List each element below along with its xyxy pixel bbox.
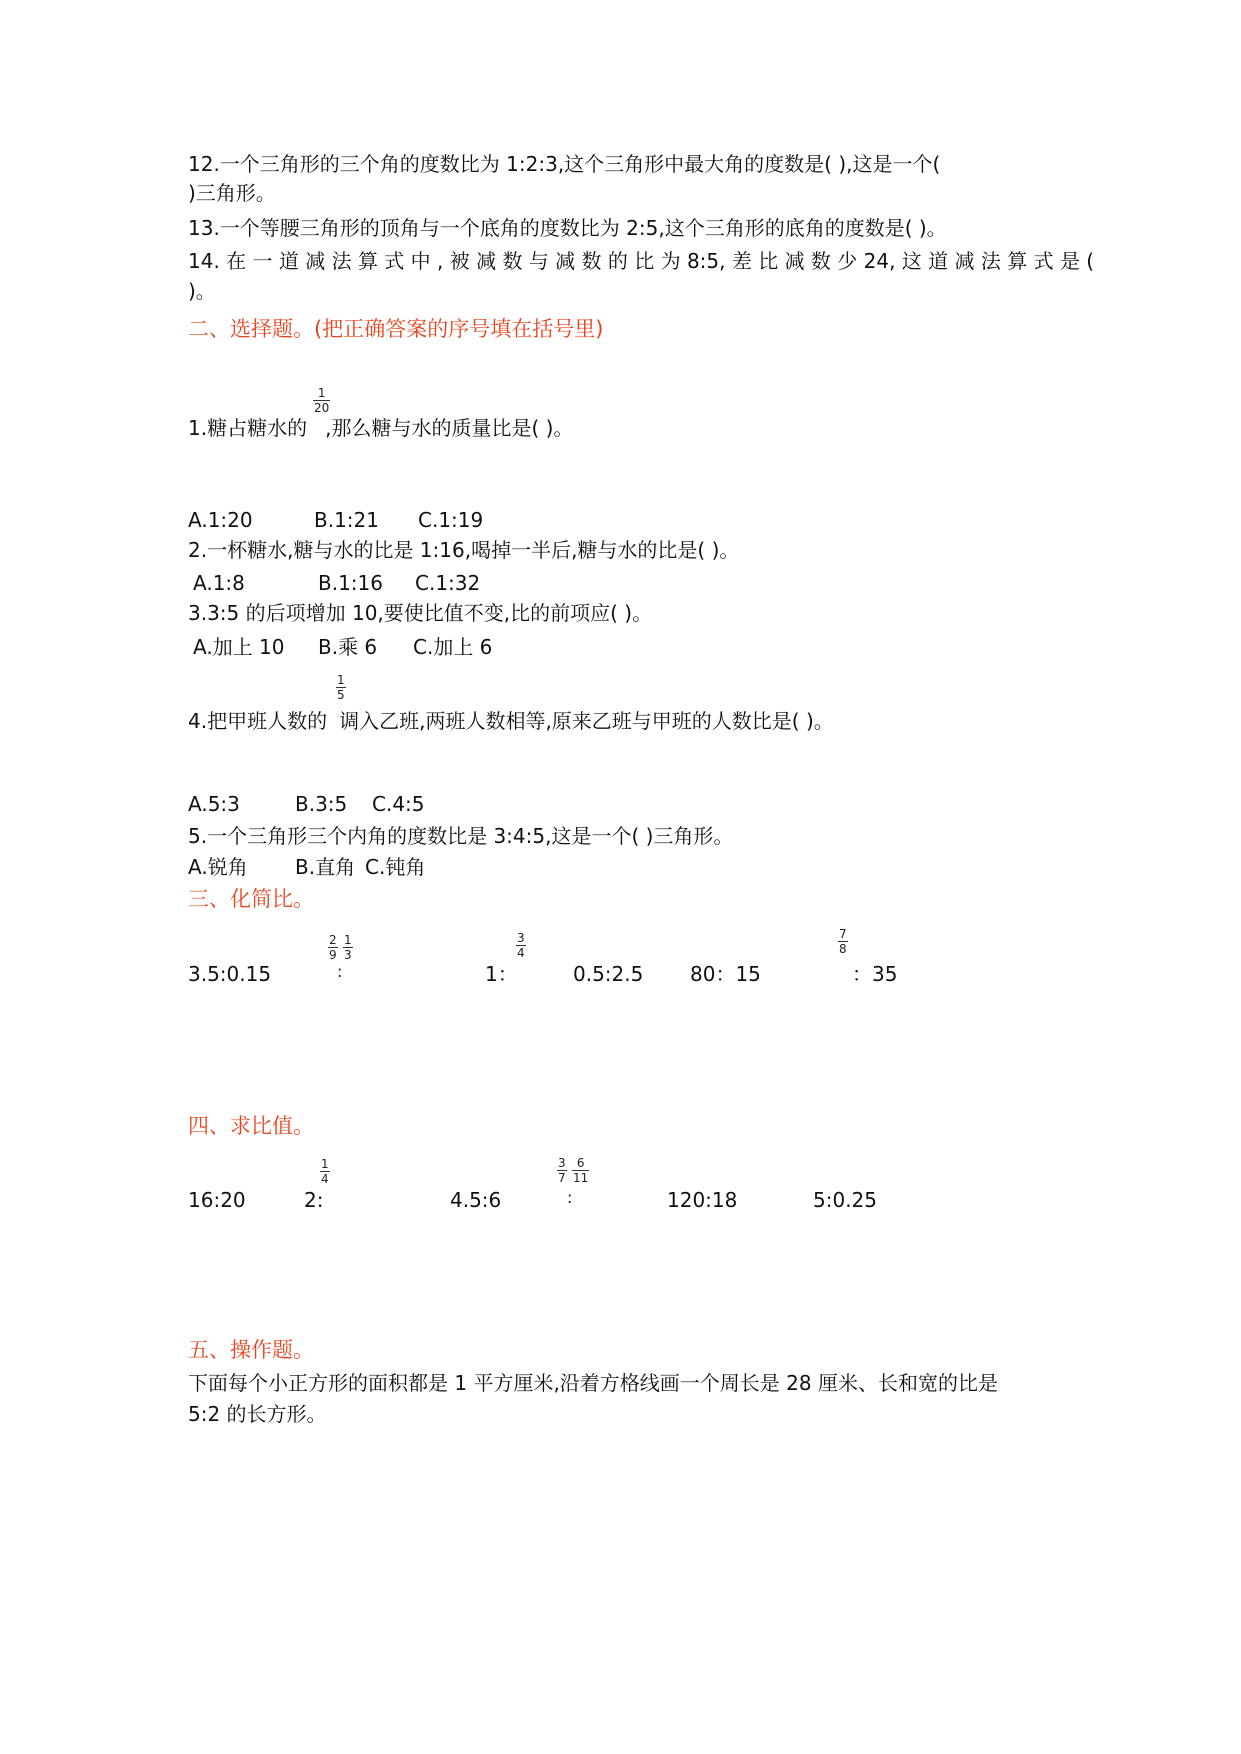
s2-q3: 3.3:5 的后项增加 10,要使比值不变,比的前项应( )。 bbox=[188, 601, 653, 625]
s4-item2-fraction bbox=[320, 1157, 330, 1186]
q13: 13.一个等腰三角形的顶角与一个底角的度数比为 2:5,这个三角形的底角的度数是( )。 bbox=[188, 216, 947, 240]
q14-line2: )。 bbox=[188, 279, 216, 303]
s2-q4-prefix: 4.把甲班人数的 bbox=[188, 709, 328, 733]
s2-q4 bbox=[188, 705, 834, 737]
fraction-numerator: 6 bbox=[572, 1156, 589, 1171]
s2-q4-option-c: C.4:5 bbox=[372, 792, 425, 816]
fraction-numerator: 1 bbox=[337, 673, 345, 687]
s4-item6: 5:0.25 bbox=[813, 1188, 877, 1212]
s2-q1-option-c: C.1:19 bbox=[418, 508, 484, 532]
s4-item4-fraction-a bbox=[557, 1156, 567, 1185]
fraction-denominator: 9 bbox=[329, 948, 337, 962]
fraction-denominator: 8 bbox=[839, 942, 847, 956]
s4-item5: 120:18 bbox=[667, 1188, 738, 1212]
section4-title: 四、求比值。 bbox=[188, 1114, 314, 1138]
s4-item4-colon: : bbox=[567, 1188, 573, 1207]
s2-q1-prefix: 1.糖占糖水的 bbox=[188, 416, 308, 440]
fraction-denominator: 3 bbox=[344, 948, 352, 962]
s3-item2-colon: : bbox=[337, 962, 343, 981]
section5-title: 五、操作题。 bbox=[188, 1338, 314, 1362]
fraction-denominator: 20 bbox=[314, 401, 330, 415]
fraction-numerator: 7 bbox=[839, 927, 847, 941]
s2-q5-option-c: C.钝角 bbox=[365, 855, 426, 879]
fraction-denominator: 4 bbox=[517, 946, 525, 960]
s3-item2-fraction-b bbox=[343, 933, 353, 962]
s5-line1: 下面每个小正方形的面积都是 1 平方厘米,沿着方格线画一个周长是 28 厘米、长和宽的比是 bbox=[188, 1371, 998, 1395]
s4-item1: 16:20 bbox=[188, 1188, 246, 1212]
fraction-numerator: 3 bbox=[558, 1156, 566, 1170]
s4-item2-prefix: 2: bbox=[304, 1188, 324, 1212]
s2-q3-option-b: B.乘 6 bbox=[318, 635, 378, 659]
q12-line1: 12.一个三角形的三个角的度数比为 1:2:3,这个三角形中最大角的度数是( ),这是一个( bbox=[188, 152, 941, 176]
fraction-numerator: 1 bbox=[344, 933, 352, 947]
fraction-numerator: 2 bbox=[329, 933, 337, 947]
s2-q1-suffix: ,那么糖与水的质量比是( )。 bbox=[325, 416, 574, 440]
fraction-denominator: 11 bbox=[573, 1171, 589, 1185]
s2-q1 bbox=[188, 412, 573, 444]
section2-title: 二、选择题。(把正确答案的序号填在括号里) bbox=[188, 317, 604, 341]
fraction-denominator: 4 bbox=[321, 1172, 329, 1186]
s3-item3-fraction bbox=[516, 931, 526, 960]
fraction-numerator: 1 bbox=[321, 1157, 329, 1171]
s2-q4-fraction bbox=[336, 673, 346, 702]
section3-title: 三、化简比。 bbox=[188, 887, 314, 911]
s5-line2: 5:2 的长方形。 bbox=[188, 1402, 327, 1426]
s2-q4-option-b: B.3:5 bbox=[295, 792, 348, 816]
s4-item3: 4.5:6 bbox=[450, 1188, 502, 1212]
s2-q5-option-b: B.直角 bbox=[295, 855, 356, 879]
fraction-numerator: 3 bbox=[517, 931, 525, 945]
fraction-denominator: 7 bbox=[558, 1171, 566, 1185]
s2-q1-option-a: A.1:20 bbox=[188, 508, 253, 532]
q14-line1: 14. 在 一 道 减 法 算 式 中 , 被 减 数 与 减 数 的 比 为 8:5, 差 比 减 数 少 24, 这 道 减 法 算 式 是 ( bbox=[188, 249, 1095, 273]
fraction-denominator: 5 bbox=[337, 688, 345, 702]
s2-q4-suffix: 调入乙班,两班人数相等,原来乙班与甲班的人数比是( )。 bbox=[339, 709, 834, 733]
s4-item4-fraction-b bbox=[572, 1156, 589, 1185]
s3-item1: 3.5:0.15 bbox=[188, 962, 272, 986]
q12-line2: )三角形。 bbox=[188, 181, 276, 205]
s3-item5: 80：15 bbox=[690, 962, 761, 986]
s2-q2-option-b: B.1:16 bbox=[318, 571, 383, 595]
s2-q1-option-b: B.1:21 bbox=[314, 508, 379, 532]
s2-q2-option-a: A.1:8 bbox=[193, 571, 245, 595]
s2-q5: 5.一个三角形三个内角的度数比是 3:4:5,这是一个( )三角形。 bbox=[188, 824, 734, 848]
s2-q2: 2.一杯糖水,糖与水的比是 1:16,喝掉一半后,糖与水的比是( )。 bbox=[188, 538, 740, 562]
s3-item6-suffix: ：35 bbox=[852, 962, 898, 986]
s2-q2-option-c: C.1:32 bbox=[415, 571, 481, 595]
s2-q5-option-a: A.锐角 bbox=[188, 855, 248, 879]
s2-q3-option-c: C.加上 6 bbox=[413, 635, 493, 659]
s2-q1-fraction bbox=[313, 386, 330, 415]
s3-item6-fraction bbox=[838, 927, 848, 956]
s3-item3-prefix: 1： bbox=[485, 962, 518, 986]
s2-q3-option-a: A.加上 10 bbox=[193, 635, 285, 659]
s2-q4-option-a: A.5:3 bbox=[188, 792, 240, 816]
fraction-numerator: 1 bbox=[313, 386, 330, 401]
s3-item4: 0.5:2.5 bbox=[573, 962, 644, 986]
